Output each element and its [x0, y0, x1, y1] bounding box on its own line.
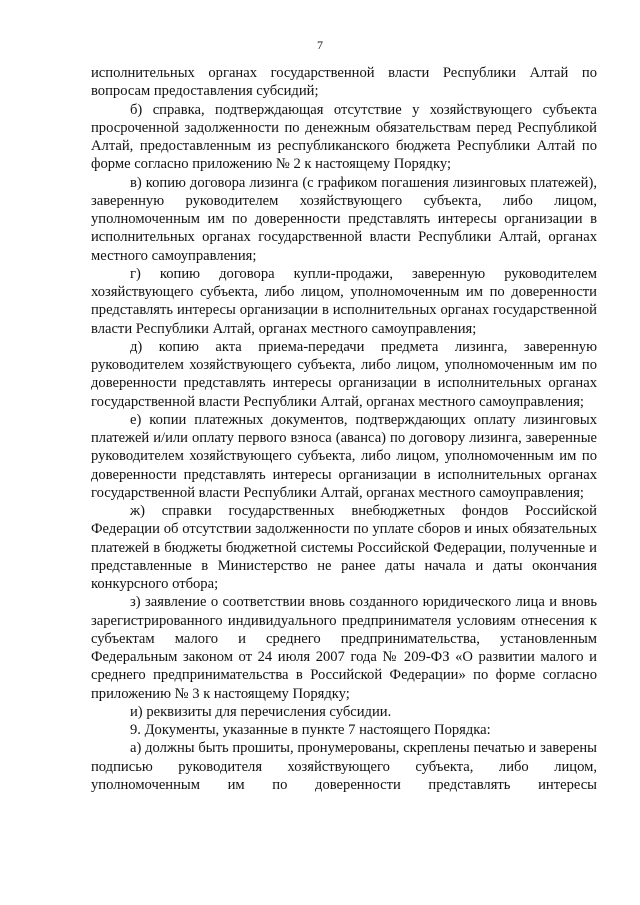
- paragraph-item-g: г) копию договора купли-продажи, заверенную руководителем хозяйствующего субъекта, либо лицом, уполномоченным им по доверенности представлять интересы организации в исполнительных органах государственной власти Республики Алтай, органах местного самоуправления;: [91, 265, 597, 337]
- paragraph-item-v: в) копию договора лизинга (с графиком погашения лизинговых платежей), заверенную руководителем хозяйствующего субъекта, либо лицом, уполномоченным им по доверенности представлять интересы организации в исполнительных органах государственной власти Республики Алтай, органах местного самоуправления;: [91, 174, 597, 264]
- paragraph-item-b: б) справка, подтверждающая отсутствие у хозяйствующего субъекта просроченной задолженности по денежным обязательствам перед Республикой Алтай, предоставленным из республиканского бюджета Республики Алтай по форме согласно приложению № 2 к настоящему Порядку;: [91, 101, 597, 173]
- paragraph-item-i: и) реквизиты для перечисления субсидии.: [130, 703, 392, 720]
- document-body: [91, 64, 597, 794]
- paragraph-continuation: исполнительных органах государственной власти Республики Алтай по вопросам предоставления субсидий;: [91, 65, 597, 100]
- paragraph-item-zh: ж) справки государственных внебюджетных фондов Российской Федерации об отсутствии задолженности по уплате сборов и иных обязательных платежей в бюджеты бюджетной системы Российской Федерации, полученные и представленные в Министерство не ранее даты начала и даты окончания конкурсного отбора;: [91, 503, 597, 592]
- paragraph-item-d: д) копию акта приема-передачи предмета лизинга, заверенную руководителем хозяйствующего субъекта, либо лицом, уполномоченным им по доверенности представлять интересы организации в исполнительных органах государственной власти Республики Алтай, органах местного самоуправления;: [91, 338, 597, 410]
- paragraph-section-9: 9. Документы, указанные в пункте 7 настоящего Порядка:: [130, 722, 491, 738]
- page-number: 7: [317, 38, 323, 52]
- paragraph-item-z: з) заявление о соответствии вновь созданного юридического лица и вновь зарегистрированного индивидуального предпринимателя условиям отнесения к субъектам малого и среднего предпринимательства, установленным Федеральным законом от 24 июля 2007 года № 209-ФЗ «О развитии малого и среднего предпринимательства в Российской Федерации» по форме согласно приложению № 3 к настоящему Порядку;: [91, 594, 597, 702]
- paragraph-item-e: е) копии платежных документов, подтверждающих оплату лизинговых платежей и/или оплату первого взноса (аванса) по договору лизинга, заверенные руководителем хозяйствующего субъекта, либо лицом, уполномоченным им по доверенности представлять интересы организации в исполнительных органах государственной власти Республики Алтай, органах местного самоуправления;: [91, 411, 597, 501]
- paragraph-item-a: а) должны быть прошиты, пронумерованы, скреплены печатью и заверены подписью руководителя хозяйствующего субъекта, либо лицом, уполномоченным им по доверенности представлять интересы: [91, 740, 597, 793]
